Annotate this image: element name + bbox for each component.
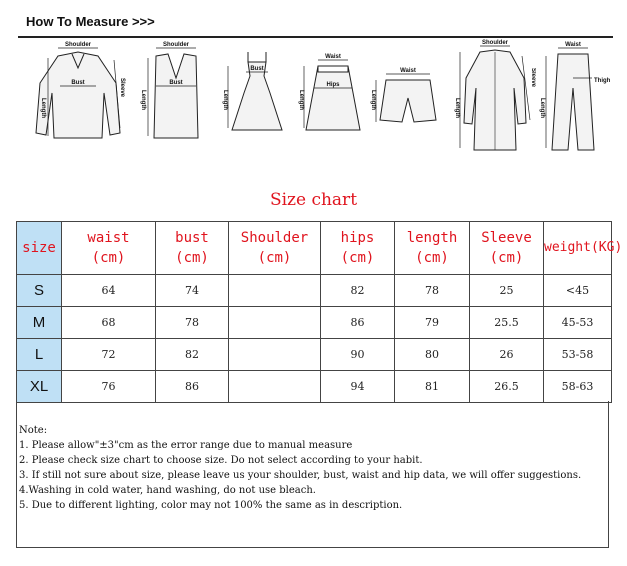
- vest-label-shoulder: Shoulder: [162, 42, 190, 48]
- header-bust: bust (cm): [156, 222, 229, 275]
- skirt-label-waist: Waist: [325, 54, 341, 60]
- header-waist: waist (cm): [62, 222, 156, 275]
- vest-figure: [136, 38, 216, 158]
- weight-cell: 45-53: [544, 307, 612, 339]
- dress-figure: [222, 38, 292, 158]
- weight-cell: <45: [544, 275, 612, 307]
- pants-label-length: Length: [539, 98, 545, 118]
- shoulder-cell: [229, 275, 321, 307]
- length-cell: 79: [395, 307, 470, 339]
- size-cell: L: [17, 339, 62, 371]
- hips-cell: 82: [321, 275, 395, 307]
- skirt-label-length: Length: [298, 90, 304, 110]
- vest-label-length: Length: [140, 90, 146, 110]
- shirt-label-bust: Bust: [71, 80, 85, 86]
- note-item: 4.Washing in cold water, hand washing, do not use bleach.: [19, 485, 316, 496]
- bust-cell: 78: [156, 307, 229, 339]
- skirt-figure: [298, 38, 368, 158]
- shirt-figure: [28, 38, 128, 158]
- shoulder-cell: [229, 371, 321, 403]
- size-chart-table: [16, 221, 623, 403]
- table-row: [17, 371, 612, 403]
- notes-box: [16, 401, 609, 548]
- size-chart-title: Size chart: [269, 190, 358, 210]
- pants-figure: [538, 38, 612, 158]
- size-cell: XL: [17, 371, 62, 403]
- waist-cell: 64: [62, 275, 156, 307]
- length-cell: 80: [395, 339, 470, 371]
- header-shoulder: Shoulder (cm): [229, 222, 321, 275]
- waist-cell: 72: [62, 339, 156, 371]
- coat-label-length: Length: [454, 98, 460, 118]
- hips-cell: 86: [321, 307, 395, 339]
- vest-label-bust: Bust: [169, 80, 183, 86]
- bust-cell: 86: [156, 371, 229, 403]
- shirt-label-length: Length: [40, 98, 46, 118]
- weight-cell: 58-63: [544, 371, 612, 403]
- dress-label-bust: Bust: [250, 66, 264, 72]
- skirt-label-hips: Hips: [326, 82, 340, 88]
- shoulder-cell: [229, 339, 321, 371]
- shirt-label-sleeve: Sleeve: [119, 78, 125, 98]
- header-sleeve: Sleeve (cm): [470, 222, 544, 275]
- note-item: 1. Please allow"±3"cm as the error range due to manual measure: [19, 440, 353, 451]
- shirt-label-shoulder: Shoulder: [64, 42, 92, 48]
- weight-cell: 53-58: [544, 339, 612, 371]
- pants-label-thigh: Thigh: [594, 78, 611, 84]
- shorts-label-waist: Waist: [400, 68, 416, 74]
- hips-cell: 90: [321, 339, 395, 371]
- table-row: [17, 275, 612, 307]
- coat-label-sleeve: Sleeve: [530, 68, 536, 88]
- shoulder-cell: [229, 307, 321, 339]
- header-title: How To Measure >>>: [26, 14, 155, 29]
- sleeve-cell: 26: [470, 339, 544, 371]
- coat-figure: [454, 38, 536, 158]
- sleeve-cell: 25.5: [470, 307, 544, 339]
- length-cell: 81: [395, 371, 470, 403]
- note-item: 5. Due to different lighting, color may not 100% the same as in description.: [19, 500, 403, 511]
- shorts-label-length: Length: [370, 90, 376, 110]
- header-row: [17, 222, 612, 275]
- coat-label-shoulder: Shoulder: [481, 40, 509, 46]
- shorts-figure: [370, 38, 446, 158]
- how-to-measure-header: [18, 8, 613, 38]
- sleeve-cell: 26.5: [470, 371, 544, 403]
- table-row: [17, 339, 612, 371]
- header-hips: hips (cm): [321, 222, 395, 275]
- waist-cell: 76: [62, 371, 156, 403]
- note-item: 2. Please check size chart to choose size. Do not select according to your habit.: [19, 455, 423, 466]
- pants-label-waist: Waist: [565, 42, 581, 48]
- length-cell: 78: [395, 275, 470, 307]
- note-item: 3. If still not sure about size, please leave us your shoulder, bust, waist and hip data, we will offer suggestions.: [19, 470, 582, 481]
- header-weight: weight(KG): [544, 222, 612, 275]
- dress-label-length: Length: [222, 90, 228, 110]
- size-cell: M: [17, 307, 62, 339]
- sleeve-cell: 25: [470, 275, 544, 307]
- bust-cell: 82: [156, 339, 229, 371]
- bust-cell: 74: [156, 275, 229, 307]
- note-heading: Note:: [19, 425, 48, 436]
- header-size: size: [17, 222, 62, 275]
- table-row: [17, 307, 612, 339]
- measure-figures: [18, 38, 613, 158]
- waist-cell: 68: [62, 307, 156, 339]
- header-length: length (cm): [395, 222, 470, 275]
- hips-cell: 94: [321, 371, 395, 403]
- size-cell: S: [17, 275, 62, 307]
